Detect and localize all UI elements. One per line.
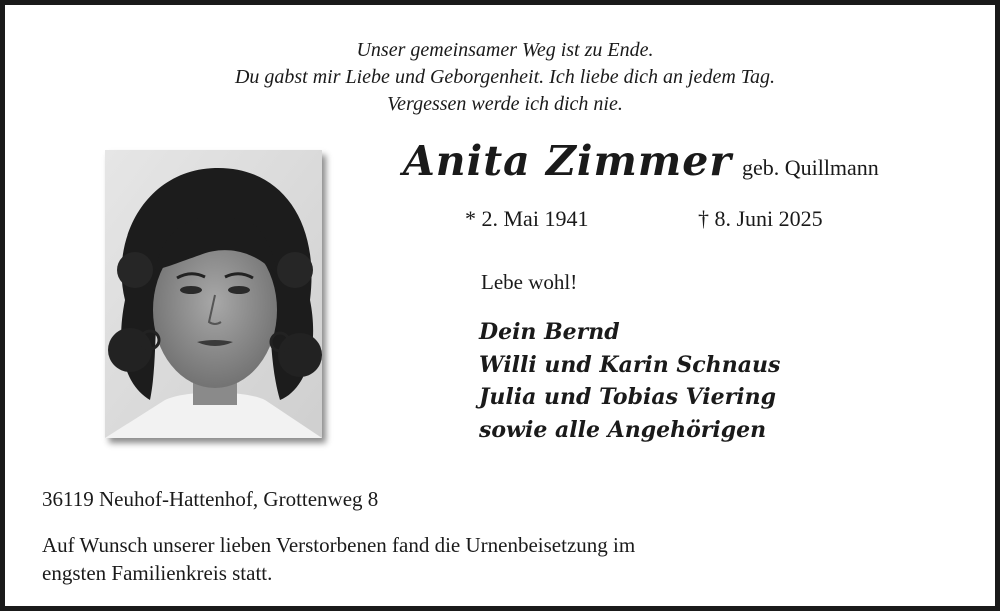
mourner-line: Julia und Tobias Viering [479,384,776,410]
farewell-text: Lebe wohl! [481,270,578,294]
mourner-line: Dein Bernd [479,319,620,345]
burial-notice [42,531,802,587]
verse-line: Unser gemeinsamer Weg ist zu Ende. [356,39,654,61]
notice-line: engsten Familienkreis statt. [42,561,273,585]
maiden-name: geb. Quillmann [741,155,879,180]
mourner-line: sowie alle Angehörigen [479,416,767,443]
mourner-line: Willi und Karin Schnaus [479,351,781,378]
portrait-photo [105,150,322,438]
portrait-image [105,150,322,438]
deceased-name-row [403,137,879,185]
verse-line: Vergessen werde ich dich nie. [387,93,623,115]
address: 36119 Neuhof-Hattenhof, Grottenweg 8 [42,487,379,511]
memorial-verse [5,37,1000,118]
birth-date: * 2. Mai 1941 [465,206,589,231]
mourners-list [479,316,780,446]
death-date: † 8. Juni 2025 [698,206,823,231]
deceased-name: Anita Zimmer [403,137,732,185]
notice-line: Auf Wunsch unserer lieben Verstorbenen fand die Urnenbeisetzung im [42,533,636,557]
verse-line: Du gabst mir Liebe und Geborgenheit. Ich liebe dich an jedem Tag. [234,66,776,88]
